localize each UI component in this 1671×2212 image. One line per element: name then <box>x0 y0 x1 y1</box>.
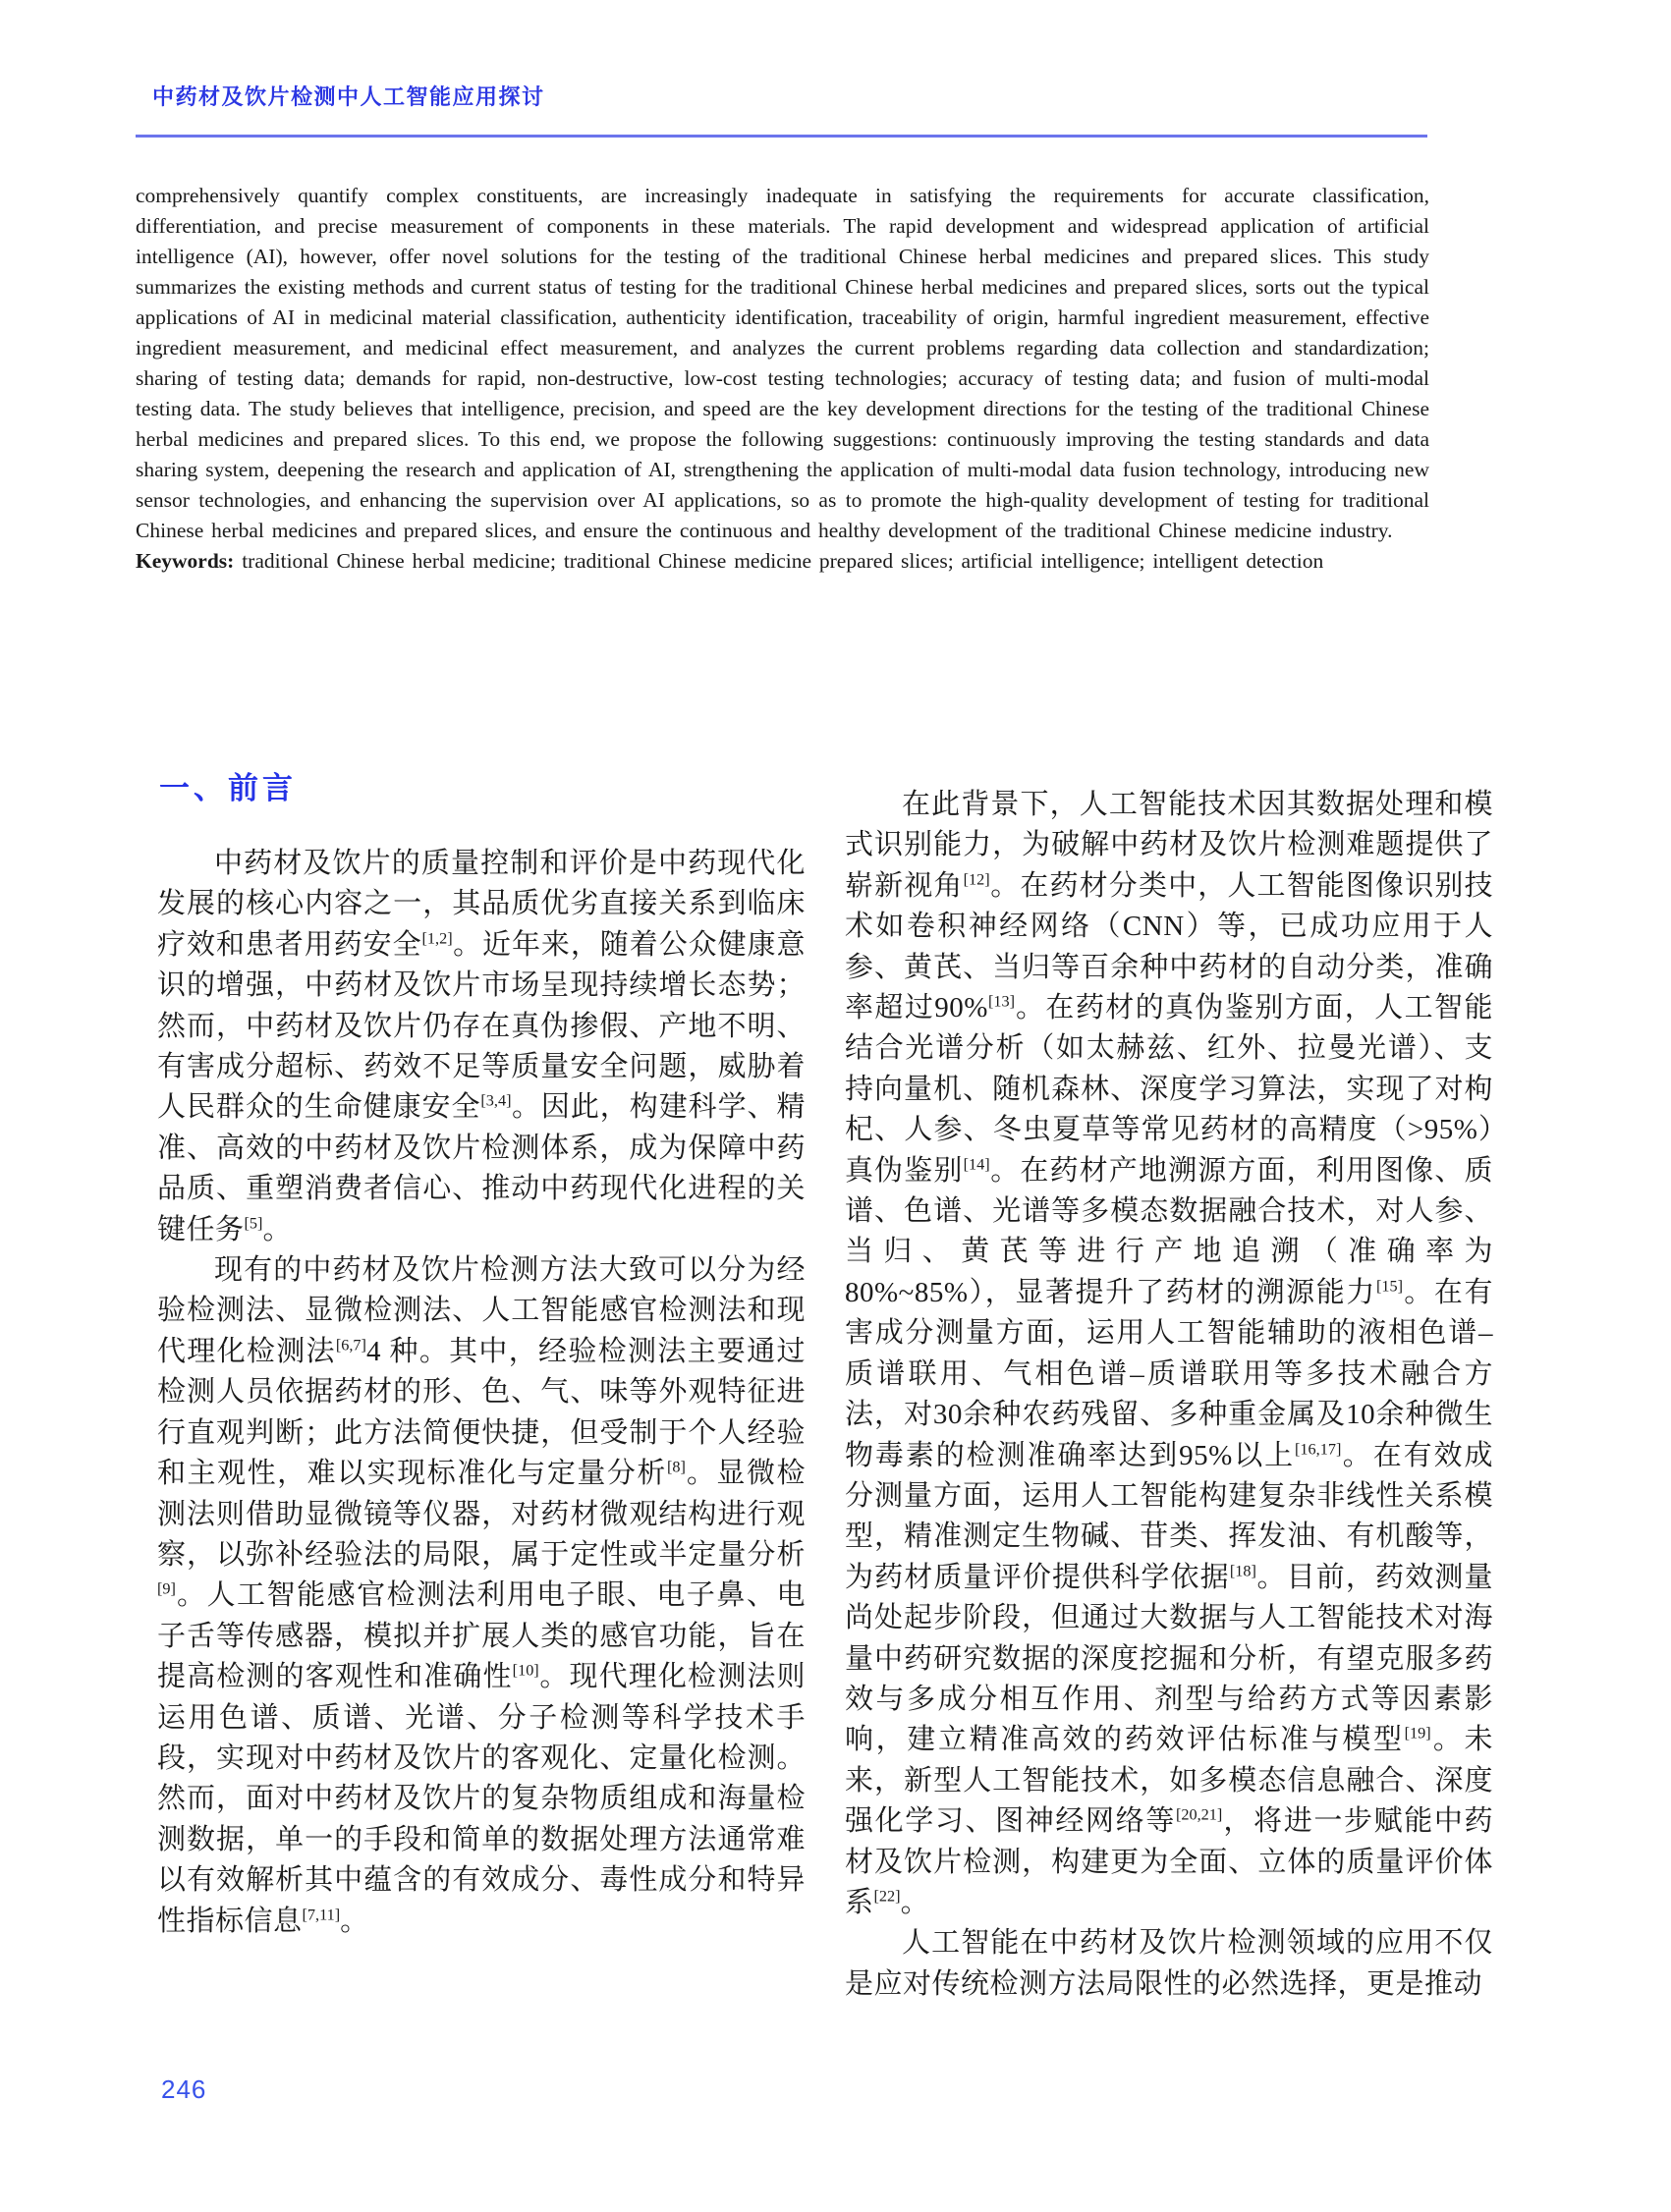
body-paragraph: 人工智能在中药材及饮片检测领域的应用不仅是应对传统检测方法局限性的必然选择，更是推动 <box>845 1927 1493 2000</box>
keywords-line <box>136 546 1429 577</box>
citation-reference: [10] <box>512 1661 539 1680</box>
header-divider <box>136 135 1427 138</box>
right-column-paragraphs <box>845 785 1493 2005</box>
citation-reference: [7,11] <box>302 1905 341 1923</box>
body-paragraph: 中药材及饮片的质量控制和评价是中药现代化发展的核心内容之一，其品质优劣直接关系到临床疗效和患者用药安全[1,2]。近年来，随着公众健康意识的增强，中药材及饮片市场呈现持续增长态势；然而，中药材及饮片仍存在真伪掺假、产地不明、有害成分超标、药效不足等质量安全问题，威胁着人民群众的生命健康安全[3,4]。因此，构建科学、精准、高效的中药材及饮片检测体系，成为保障中药品质、重塑消费者信心、推动中药现代化进程的关键任务[5]。 <box>157 848 806 1245</box>
citation-reference: [6,7] <box>335 1336 366 1355</box>
citation-reference: [5] <box>244 1214 263 1232</box>
body-paragraph: 在此背景下，人工智能技术因其数据处理和模式识别能力，为破解中药材及饮片检测难题提供了崭新视角[12]。在药材分类中，人工智能图像识别技术如卷积神经网络（CNN）等，已成功应用于人参、黄芪、当归等百余种中药材的自动分类，准确率超过90%[13]。在药材的真伪鉴别方面，人工智能结合光谱分析（如太赫兹、红外、拉曼光谱）、支持向量机、随机森林、深度学习算法，实现了对枸杞、人参、冬虫夏草等常见药材的高精度（>95%）真伪鉴别[14]。在药材产地溯源方面，利用图像、质谱、色谱、光谱等多模态数据融合技术，对人参、当归、黄芪等进行产地追溯（准确率为80%~85%），显著提升了药材的溯源能力[15]。在有害成分测量方面，运用人工智能辅助的液相色谱–质谱联用、气相色谱–质谱联用等多技术融合方法，对30余种农药残留、多种重金属及10余种微生物毒素的检测准确率达到95%以上[16,17]。在有效成分测量方面，运用人工智能构建复杂非线性关系模型，精准测定生物碱、苷类、挥发油、有机酸等，为药材质量评价提供科学依据[18]。目前，药效测量尚处起步阶段，但通过大数据与人工智能技术对海量中药研究数据的深度挖掘和分析，有望克服多药效与多成分相互作用、剂型与给药方式等因素影响，建立精准高效的药效评估标准与模型[19]。未来，新型人工智能技术，如多模态信息融合、深度强化学习、图神经网络等[20,21]，将进一步赋能中药材及饮片检测，构建更为全面、立体的质量评价体系[22]。 <box>845 789 1493 1918</box>
keywords-text: traditional Chinese herbal medicine; traditional Chinese medicine prepared slices; artificial intelligence; intelligent detection <box>234 549 1324 573</box>
citation-reference: [9] <box>157 1579 176 1598</box>
citation-reference: [3,4] <box>480 1091 512 1110</box>
citation-reference: [1,2] <box>421 929 453 948</box>
left-column <box>157 767 806 2005</box>
keywords-label: Keywords: <box>136 549 235 573</box>
two-column-body <box>157 767 1493 2005</box>
citation-reference: [13] <box>987 992 1016 1011</box>
citation-reference: [20,21] <box>1175 1805 1223 1824</box>
citation-reference: [15] <box>1376 1277 1404 1296</box>
section-heading-introduction: 一、前言 <box>159 771 297 805</box>
left-column-paragraphs <box>157 844 806 1942</box>
running-head-title: 中药材及饮片检测中人工智能应用探讨 <box>152 84 545 109</box>
citation-reference: [22] <box>873 1887 901 1906</box>
citation-reference: [18] <box>1229 1562 1256 1580</box>
abstract-block <box>136 181 1429 577</box>
citation-reference: [8] <box>666 1458 686 1476</box>
citation-reference: [14] <box>963 1155 990 1173</box>
citation-reference: [19] <box>1404 1724 1431 1742</box>
right-column <box>845 767 1493 2005</box>
page-number: 246 <box>161 2074 207 2104</box>
abstract-text: comprehensively quantify complex constituents, are increasingly inadequate in satisfying the requirements for accurate classification, differentiation, and precise measurement of components in these materials. The rapid development and widespread application of artificial intelligence (AI), however, offer novel solutions for the testing of the traditional Chinese herbal medicines and prepared slices. This study summarizes the existing methods and current status of testing for the traditional Chinese herbal medicines and prepared slices, sorts out the typical applications of AI in medicinal material classification, authenticity identification, traceability of origin, harmful ingredient measurement, effective ingredient measurement, and medicinal effect measurement, and analyzes the current problems regarding data collection and standardization; sharing of testing data; demands for rapid, non-destructive, low-cost testing technologies; accuracy of testing data; and fusion of multi-modal testing data. The study believes that intelligence, precision, and speed are the key development directions for the testing of the traditional Chinese herbal medicines and prepared slices. To this end, we propose the following suggestions: continuously improving the testing standards and data sharing system, deepening the research and application of AI, strengthening the application of multi-modal data fusion technology, introducing new sensor technologies, and enhancing the supervision over AI applications, so as to promote the high-quality development of testing for traditional Chinese herbal medicines and prepared slices, and ensure the continuous and healthy development of the traditional Chinese medicine industry. <box>136 184 1429 542</box>
body-paragraph: 现有的中药材及饮片检测方法大致可以分为经验检测法、显微检测法、人工智能感官检测法和现代理化检测法[6,7]4 种。其中，经验检测法主要通过检测人员依据药材的形、色、气、味等外观特征进行直观判断；此方法简便快捷，但受制于个人经验和主观性，难以实现标准化与定量分析[8]。显微检测法则借助显微镜等仪器，对药材微观结构进行观察，以弥补经验法的局限，属于定性或半定量分析[9]。人工智能感官检测法利用电子眼、电子鼻、电子舌等传感器，模拟并扩展人类的感官功能，旨在提高检测的客观性和准确性[10]。现代理化检测法则运用色谱、质谱、光谱、分子检测等科学技术手段，实现对中药材及饮片的客观化、定量化检测。然而，面对中药材及饮片的复杂物质组成和海量检测数据，单一的手段和简单的数据处理方法通常难以有效解析其中蕴含的有效成分、毒性成分和特异性指标信息[7,11]。 <box>157 1254 806 1937</box>
citation-reference: [16,17] <box>1295 1439 1342 1458</box>
citation-reference: [12] <box>963 870 990 889</box>
